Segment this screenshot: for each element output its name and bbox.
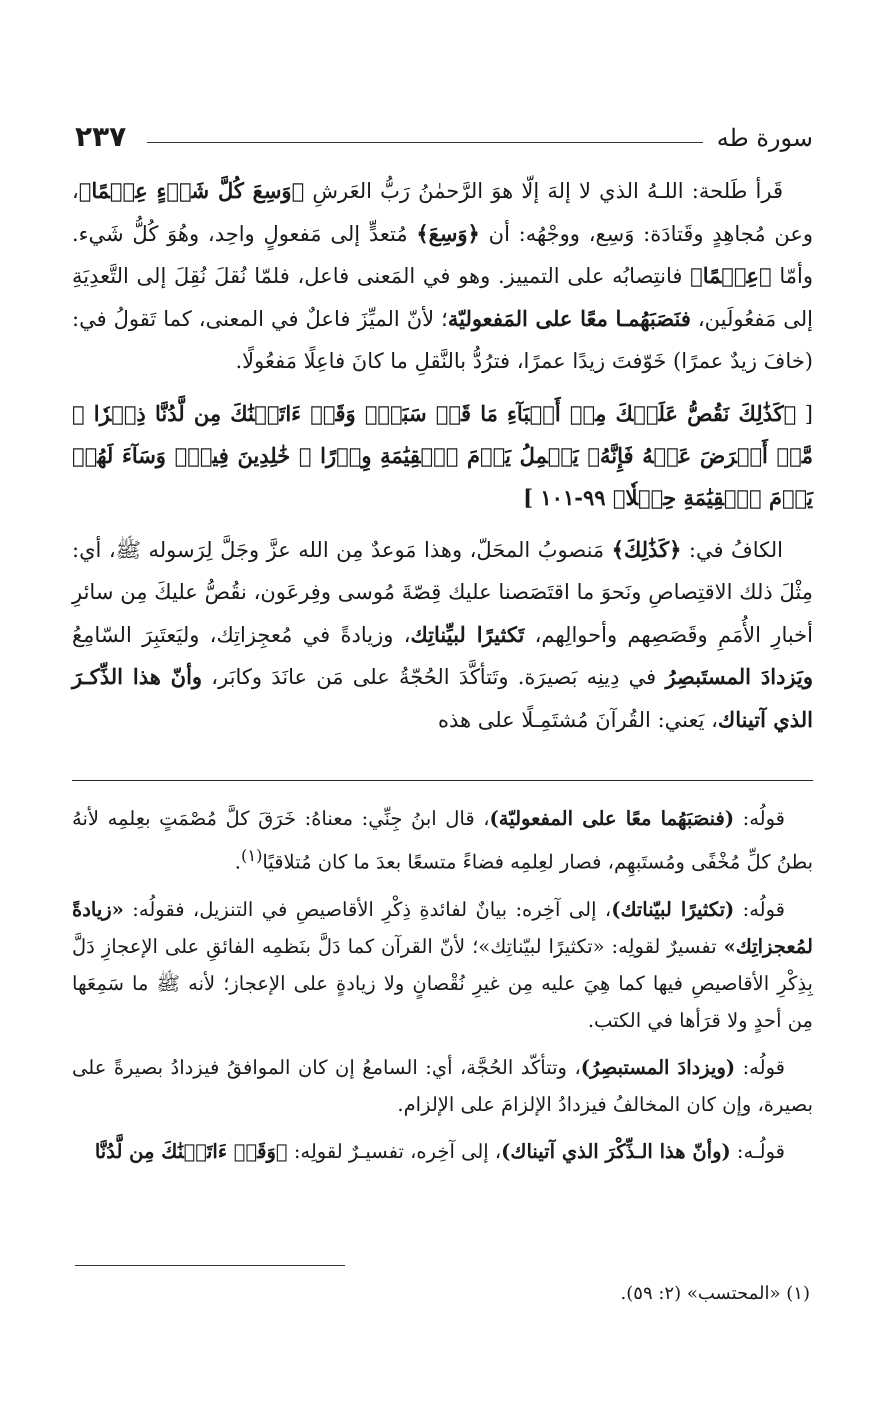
bold-phrase: تَكثيرًا لبيِّناتِك: [410, 621, 525, 647]
main-paragraph-2: [72, 529, 813, 742]
text-run: .: [234, 850, 241, 874]
surah-title: سورة طه: [716, 124, 813, 152]
text-run: قولُه:: [735, 1055, 785, 1079]
page-header: [75, 120, 813, 160]
bold-phrase: ويَزدادَ المستَبصِرُ: [665, 664, 813, 689]
commentary: [72, 800, 813, 1180]
verse-text: ﴿كَذَٰلِكَ نَقُصُّ عَلَيۡكَ مِنۡ أَنۢبَآءِ مَا قَدۡ سَبَقَۚ وَقَدۡ ءَاتَيۡنَٰكَ مِن لَّدُنَّا ذِكۡرٗا ۞ مَّنۡ أَعۡرَضَ عَنۡهُ فَإِنَّهُۥ يَحۡمِلُ يَوۡمَ ٱلۡقِيَٰمَةِ وِزۡرًا ۞ خَٰلِدِينَ فِيهِۖ وَسَآءَ لَهُمۡ يَوۡمَ ٱلۡقِيَٰمَةِ حِمۡلٗا﴾: [72, 400, 813, 510]
text-run: تفسيرٌ لقولِه: «تكثيرًا لبيّناتِك»؛ لأنّ القرآن كما دَلَّ بنَظمِه الفائقِ على الإعجازِ دَلَّ بِذِكْرِ الأقاصيصِ فيها كما هِيَ عليه مِن غيرِ نُقْصانٍ ولا زيادةٍ على الإعجاز؛ لأنه ﷺ ما سَمِعَها مِن أحدٍ ولا قرَأها في الكتب.: [72, 934, 813, 1032]
bold-phrase: فنَصَبَهُمـا معًا على المَفعوليّة: [447, 305, 691, 331]
footnote-divider: [75, 1265, 345, 1266]
verse-reference: ٩٩-١٠١ ]: [523, 484, 613, 510]
quran-quote: ﴿كَذَٰلِكَ﴾: [611, 536, 682, 562]
bold-phrase: (وأنّ هذا الـذِّكْرَ الذي آتيناك): [501, 1139, 731, 1163]
text-run: ، وتتأكّد الحُجَّة، أي: السامعُ إن كان الموافقُ فيزدادُ بصيرةً على بصيرة، وإن كان المخالفُ فيزدادُ الإلزامَ على الإلزام.: [72, 1055, 813, 1116]
section-divider: [72, 780, 813, 781]
text-run: مُتعدٍّ إلى مَفعولٍ واحِد، وهُوَ كُلُّ شَيء. وأمّا: [72, 221, 813, 288]
bracket-open: [: [796, 401, 813, 426]
text-run: ، إلى آخِره: بيانٌ لفائدةِ ذِكْرِ الأقاصيصِ في التنزيل، فقولُه:: [123, 897, 612, 921]
main-paragraph-1: [72, 170, 813, 383]
footnote: (١) «المحتسب» (٢: ٥٩).: [620, 1283, 810, 1304]
bold-phrase: (فنصَبَهُما معًا على المفعوليّة): [489, 807, 735, 830]
page-number: ٢٣٧: [75, 120, 127, 153]
quran-quote: ﴿عِلۡمًا﴾: [690, 263, 772, 288]
bold-phrase: (تكثيرًا لبيّناتك): [611, 897, 735, 921]
text-run: ، يَعني: القُرآنَ مُشتَمِـلًا على هذه: [437, 707, 718, 732]
header-rule: [147, 142, 703, 143]
text-run: ، قال ابنُ جِنِّي: معناهُ: خَرَقَ كلَّ مُصْمَتٍ بعِلمِه لأنهُ بطنُ كلِّ مُخْفًى ومُستَبهِم، فصار لعِلمِه فضاءً متسعًا بعدَ ما كان مُتلاقيًا: [72, 807, 813, 874]
bold-phrase: «زيادةً لمُعجزاتِك»: [72, 897, 813, 958]
text-run: الكافُ في:: [681, 537, 784, 562]
text-run: ؛ لأنّ الميِّزَ فاعلٌ في المعنى، كما تَقولُ في: (خافَ زيدٌ عمرًا) خَوّفتَ زيدًا عمرًا، فترُدُّ بالنَّقلِ ما كانَ فاعِلًا مَفعُولًا.: [72, 306, 813, 373]
text-run: ، وعن مُجاهِدٍ وقَتادَة: وَسِع، ووجْهُه: أن: [72, 179, 814, 246]
quran-quote: ﴿وَسِعَ﴾: [416, 220, 480, 246]
text-run: قَرأ طَلحة: اللـهُ الذي لا إلهَ إلّا هوَ الرَّحمٰنُ رَبُّ العَرشِ: [304, 179, 783, 203]
commentary-paragraph-3: [72, 1049, 813, 1123]
text-run: قولُـه:: [730, 1139, 785, 1163]
commentary-paragraph-2: [72, 891, 813, 1039]
footnote-marker[interactable]: (١): [240, 846, 263, 865]
commentary-paragraph-1: [72, 800, 813, 881]
bold-phrase: وأنّ هذا الذِّكـرَ الذي آتيناك: [72, 664, 813, 732]
text-run: مَنصوبُ المحَلّ، وهذا مَوعدٌ مِن الله عزَّ وجَلَّ لِرَسوله ﷺ، أي: مِثْلَ ذلك الاقتِصاصِ ونَحوَ ما اقتَصَصنا عليك قِصّةَ مُوسى وفِرعَون، نقُصُّ عليكَ مِن سائرِ أخبارِ الأُمَمِ وقَصَصِهم وأحوالِهم،: [72, 537, 813, 647]
text-run: ، إلى آخِره، تفسيـرٌ لقولِه:: [287, 1139, 502, 1163]
main-text: [72, 170, 813, 741]
quran-quote: ﴿وَقَدۡ ءَاتَيۡنَٰكَ مِن لَّدُنَّا: [94, 1139, 288, 1163]
text-run: ، وزيادةً في مُعجِزاتِك، وليَعتَبِرَ السّامِعُ: [72, 622, 411, 647]
commentary-paragraph-4: [72, 1133, 813, 1170]
text-run: فانتِصابُه على التمييز. وهو في المَعنى فاعل، فلمّا نُقلَ نُقِلَ إلى التَّعدِيَةِ إلى مَفعُولَين،: [72, 264, 813, 331]
text-run: قولُه:: [734, 897, 785, 921]
text-run: في دِينِه بَصيرَة. وتَتأكَّدَ الحُجّةُ على مَن عانَدَ وكابَر،: [202, 665, 666, 689]
text-run: قولُه:: [734, 807, 786, 830]
quran-quote: ﴿وَسِعَ كُلَّ شَيۡءٍ عِلۡمًا﴾: [78, 178, 305, 203]
verse-block: [72, 393, 813, 519]
bold-phrase: (ويزدادَ المستبصِرُ): [580, 1055, 736, 1079]
